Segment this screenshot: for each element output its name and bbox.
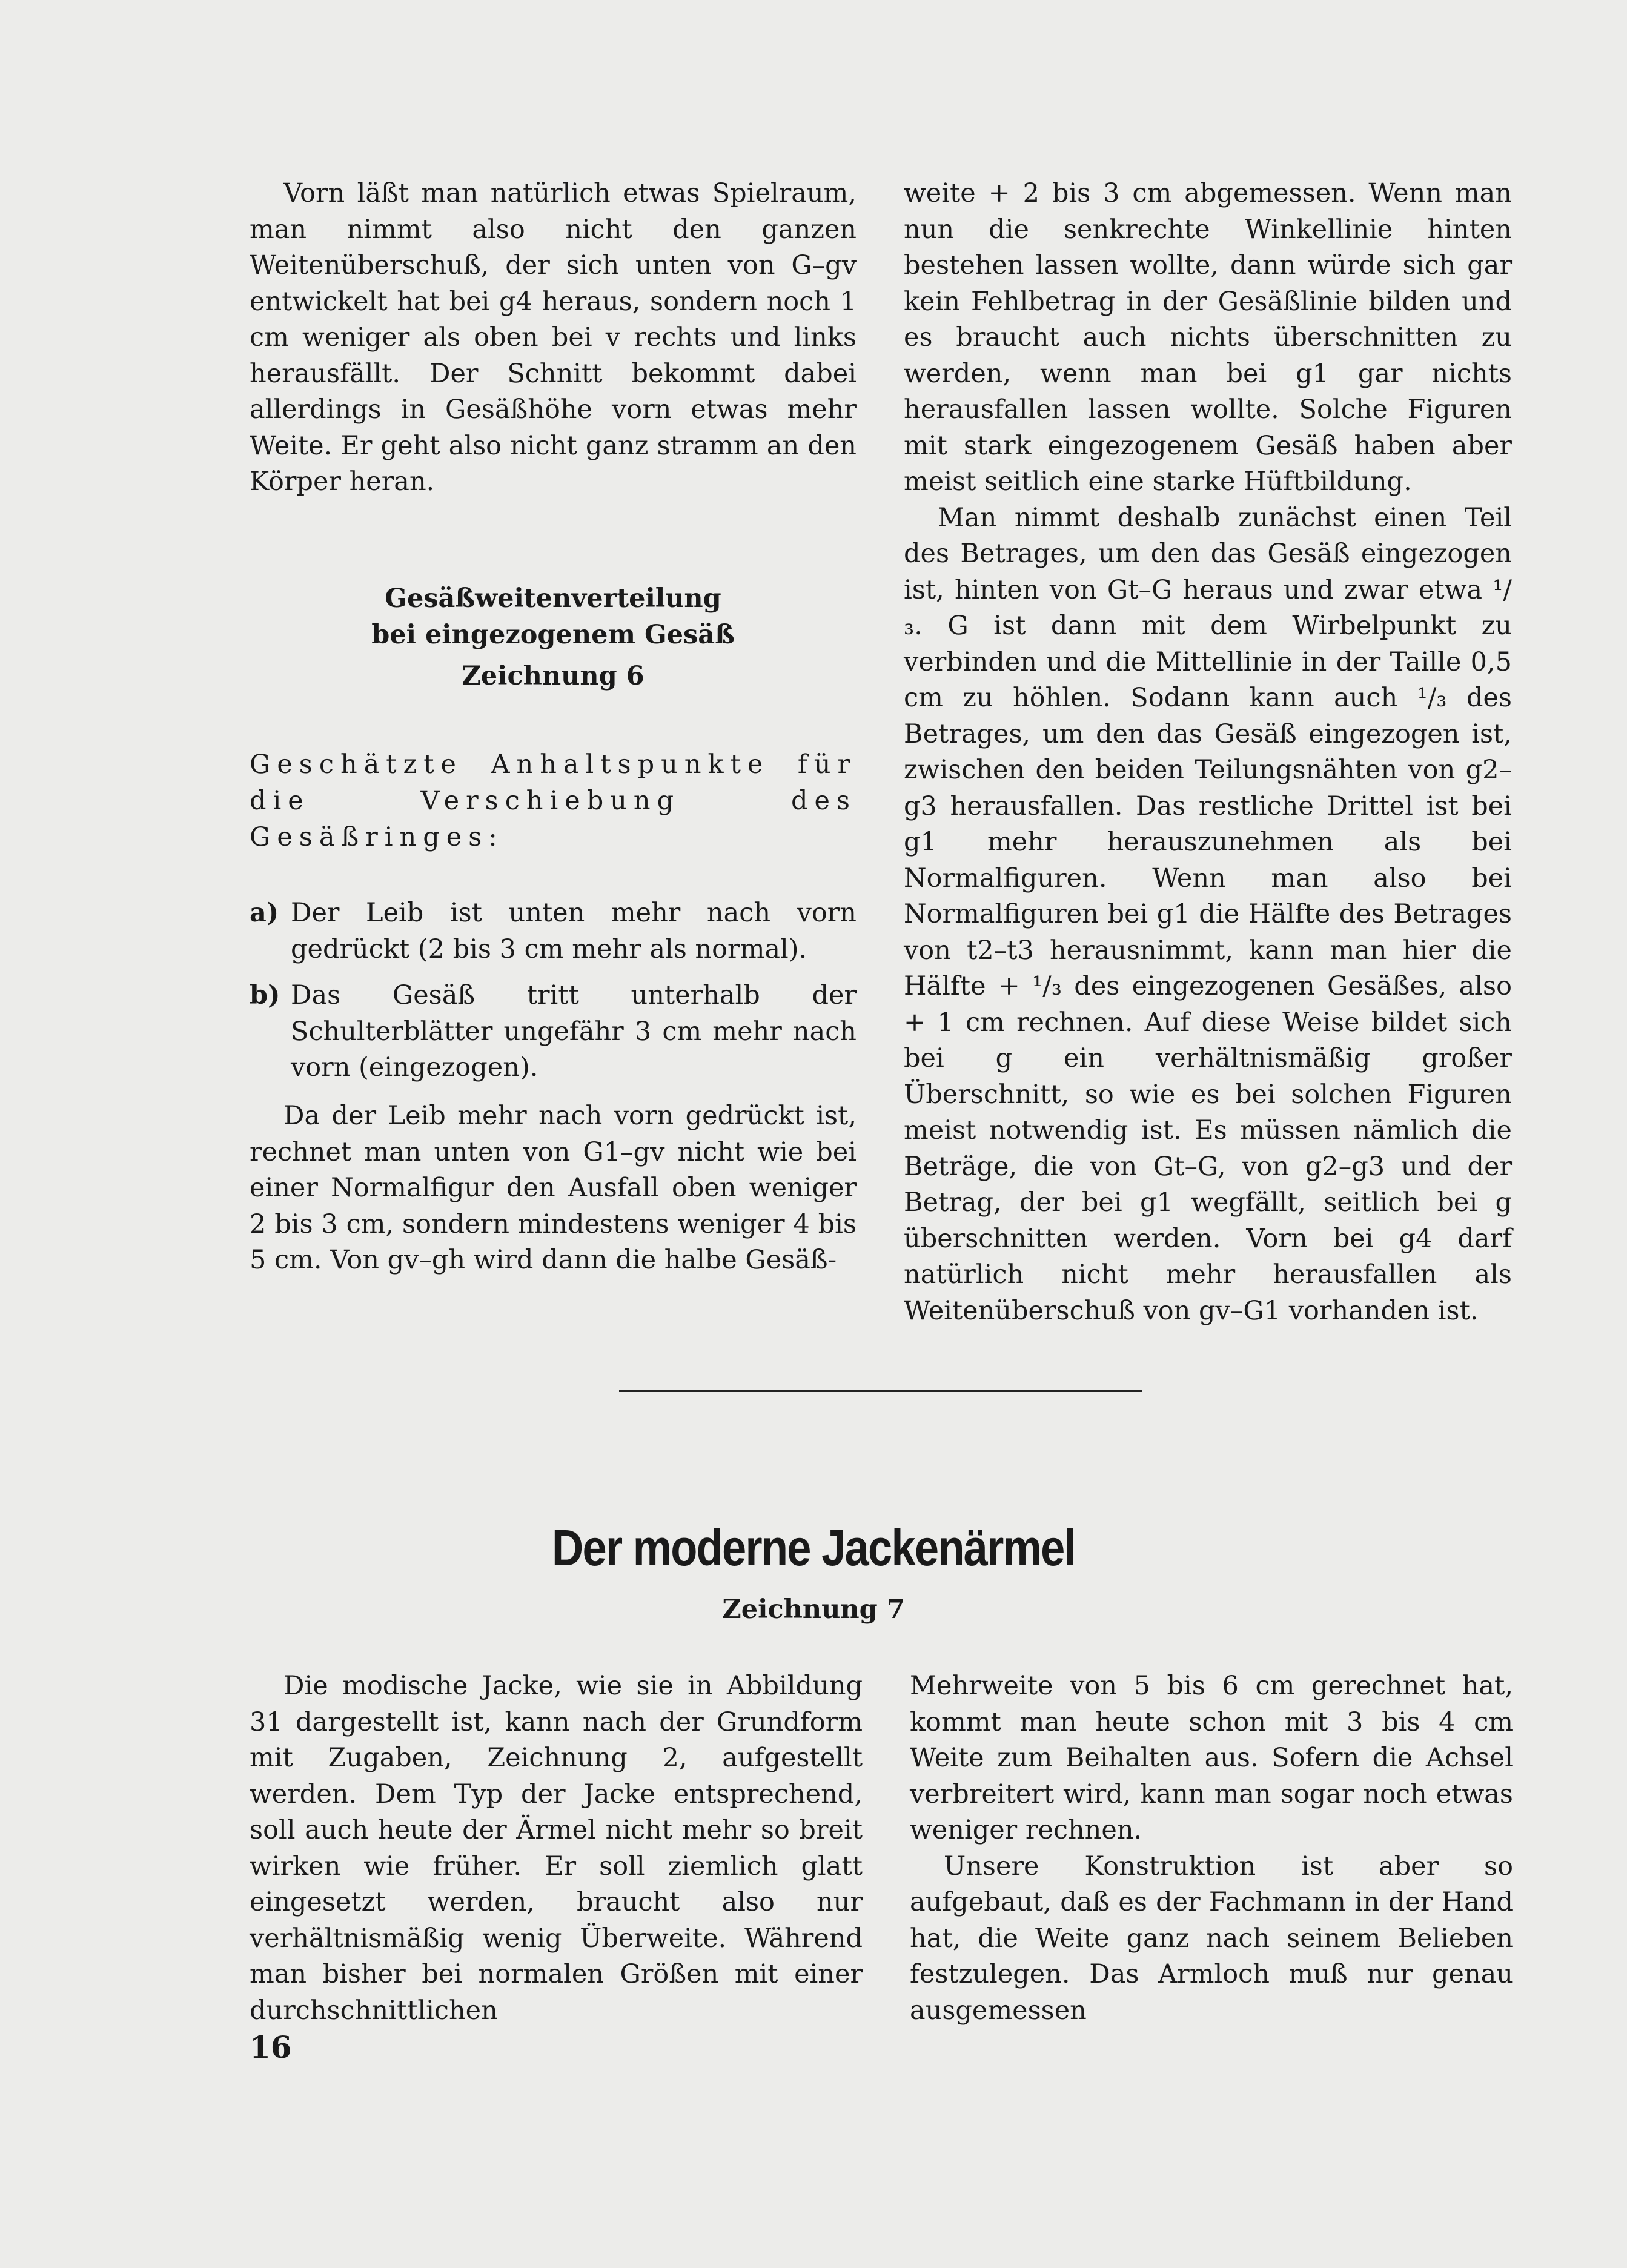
top-right-column <box>904 176 1512 1329</box>
bottom-left-column <box>250 1668 863 2029</box>
paragraph: Vorn läßt man natürlich etwas Spielraum, man nimmt also nicht den ganzen Weitenüberschuß, der sich unten von G–gv entwickelt hat bei g4 heraus, sondern noch 1 cm weniger als oben bei v rechts und links herausfällt. Der Schnitt bekommt dabei allerdings in Gesäßhöhe vorn etwas mehr Weite. Er geht also nicht ganz stramm an den Körper heran. <box>250 178 857 497</box>
section-heading <box>250 580 857 694</box>
spaced-intro: Geschätzte Anhaltspunkte für die Verschiebung des Gesäßringes: <box>250 749 857 852</box>
bottom-right-column <box>910 1668 1513 2029</box>
paragraph-block <box>250 1098 857 1279</box>
article-title: Der moderne Jackenärmel <box>552 1519 1075 1576</box>
section-zeichnung-label: Zeichnung 6 <box>462 661 645 691</box>
list-item-label: a) <box>250 898 279 928</box>
list-item-label: b) <box>250 980 280 1010</box>
list-item-text: Das Gesäß tritt unterhalb der Schulterblätter ungefähr 3 cm mehr nach vorn (eingezogen). <box>291 980 857 1083</box>
list-item-text: Der Leib ist unten mehr nach vorn gedrückt (2 bis 3 cm mehr als normal). <box>291 898 857 964</box>
article-subtitle: Zeichnung 7 <box>722 1594 905 1625</box>
top-left-column <box>250 176 857 500</box>
paragraph: Man nimmt deshalb zunächst einen Teil des Betrages, um den das Gesäß eingezogen ist, hinten von Gt–G heraus und zwar etwa ¹/₃. G ist dann mit dem Wirbelpunkt zu verbinden und die Mittellinie in der Taille 0,5 cm zu höhlen. Sodann kann auch ¹/₃ des Betrages, um den das Gesäß eingezogen ist, zwischen den beiden Teilungsnähten von g2–g3 herausfallen. Das restliche Drittel ist bei g1 mehr herauszunehmen als bei Normalfiguren. Wenn man also bei Normalfiguren bei g1 die Hälfte des Betrages von t2–t3 herausnimmt, kann man hier die Hälfte + ¹/₃ des eingezogenen Gesäßes, also + 1 cm rechnen. Auf diese Weise bildet sich bei g ein verhältnismäßig großer Überschnitt, so wie es bei solchen Figuren meist notwendig ist. Es müssen nämlich die Beträge, die von Gt–G, von g2–g3 und der Betrag, der bei g1 wegfällt, seitlich bei g überschnitten werden. Vorn bei g4 darf natürlich nicht mehr herausfallen als Weitenüberschuß von gv–G1 vorhanden ist. <box>904 502 1512 1326</box>
page-number: 16 <box>250 2029 292 2065</box>
paragraph: weite + 2 bis 3 cm abgemessen. Wenn man nun die senkrechte Winkellinie hinten bestehen lassen wollte, dann würde sich gar kein Fehlbetrag in der Gesäßlinie bilden und es braucht auch nichts überschnitten zu werden, wenn man bei g1 gar nichts herausfallen lassen wollte. Solche Figuren mit stark eingezogenem Gesäß haben aber meist seitlich eine starke Hüftbildung. <box>904 178 1512 497</box>
paragraph: Mehrweite von 5 bis 6 cm gerechnet hat, kommt man heute schon mit 3 bis 4 cm Weite zum Beihalten aus. Sofern die Achsel verbreitert wird, kann man sogar noch etwas weniger rechnen. <box>910 1671 1513 1845</box>
paragraph: Die modische Jacke, wie sie in Abbildung 31 dargestellt ist, kann nach der Grundform mit Zugaben, Zeichnung 2, aufgestellt werden. Dem Typ der Jacke entsprechend, soll auch heute der Ärmel nicht mehr so breit wirken wie früher. Er soll ziemlich glatt eingesetzt werden, braucht also nur verhältnismäßig wenig Überweite. Während man bisher bei normalen Größen mit einer durchschnittlichen <box>250 1671 863 2026</box>
section-heading-line2: bei eingezogenem Gesäß <box>371 620 735 650</box>
list-item <box>250 978 857 1086</box>
paragraph: Da der Leib mehr nach vorn gedrückt ist, rechnet man unten von G1–gv nicht wie bei einer Normalfigur den Ausfall oben weniger 2 bis 3 cm, sondern mindestens weniger 4 bis 5 cm. Von gv–gh wird dann die halbe Gesäß- <box>250 1101 857 1275</box>
section-heading-line1: Gesäßweitenverteilung <box>385 583 721 614</box>
paragraph: Unsere Konstruktion ist aber so aufgebaut, daß es der Fachmann in der Hand hat, die Weite ganz nach seinem Belieben festzulegen. Das Armloch muß nur genau ausgemessen <box>910 1851 1513 2026</box>
list-item <box>250 895 857 967</box>
section-divider <box>619 1390 1142 1392</box>
